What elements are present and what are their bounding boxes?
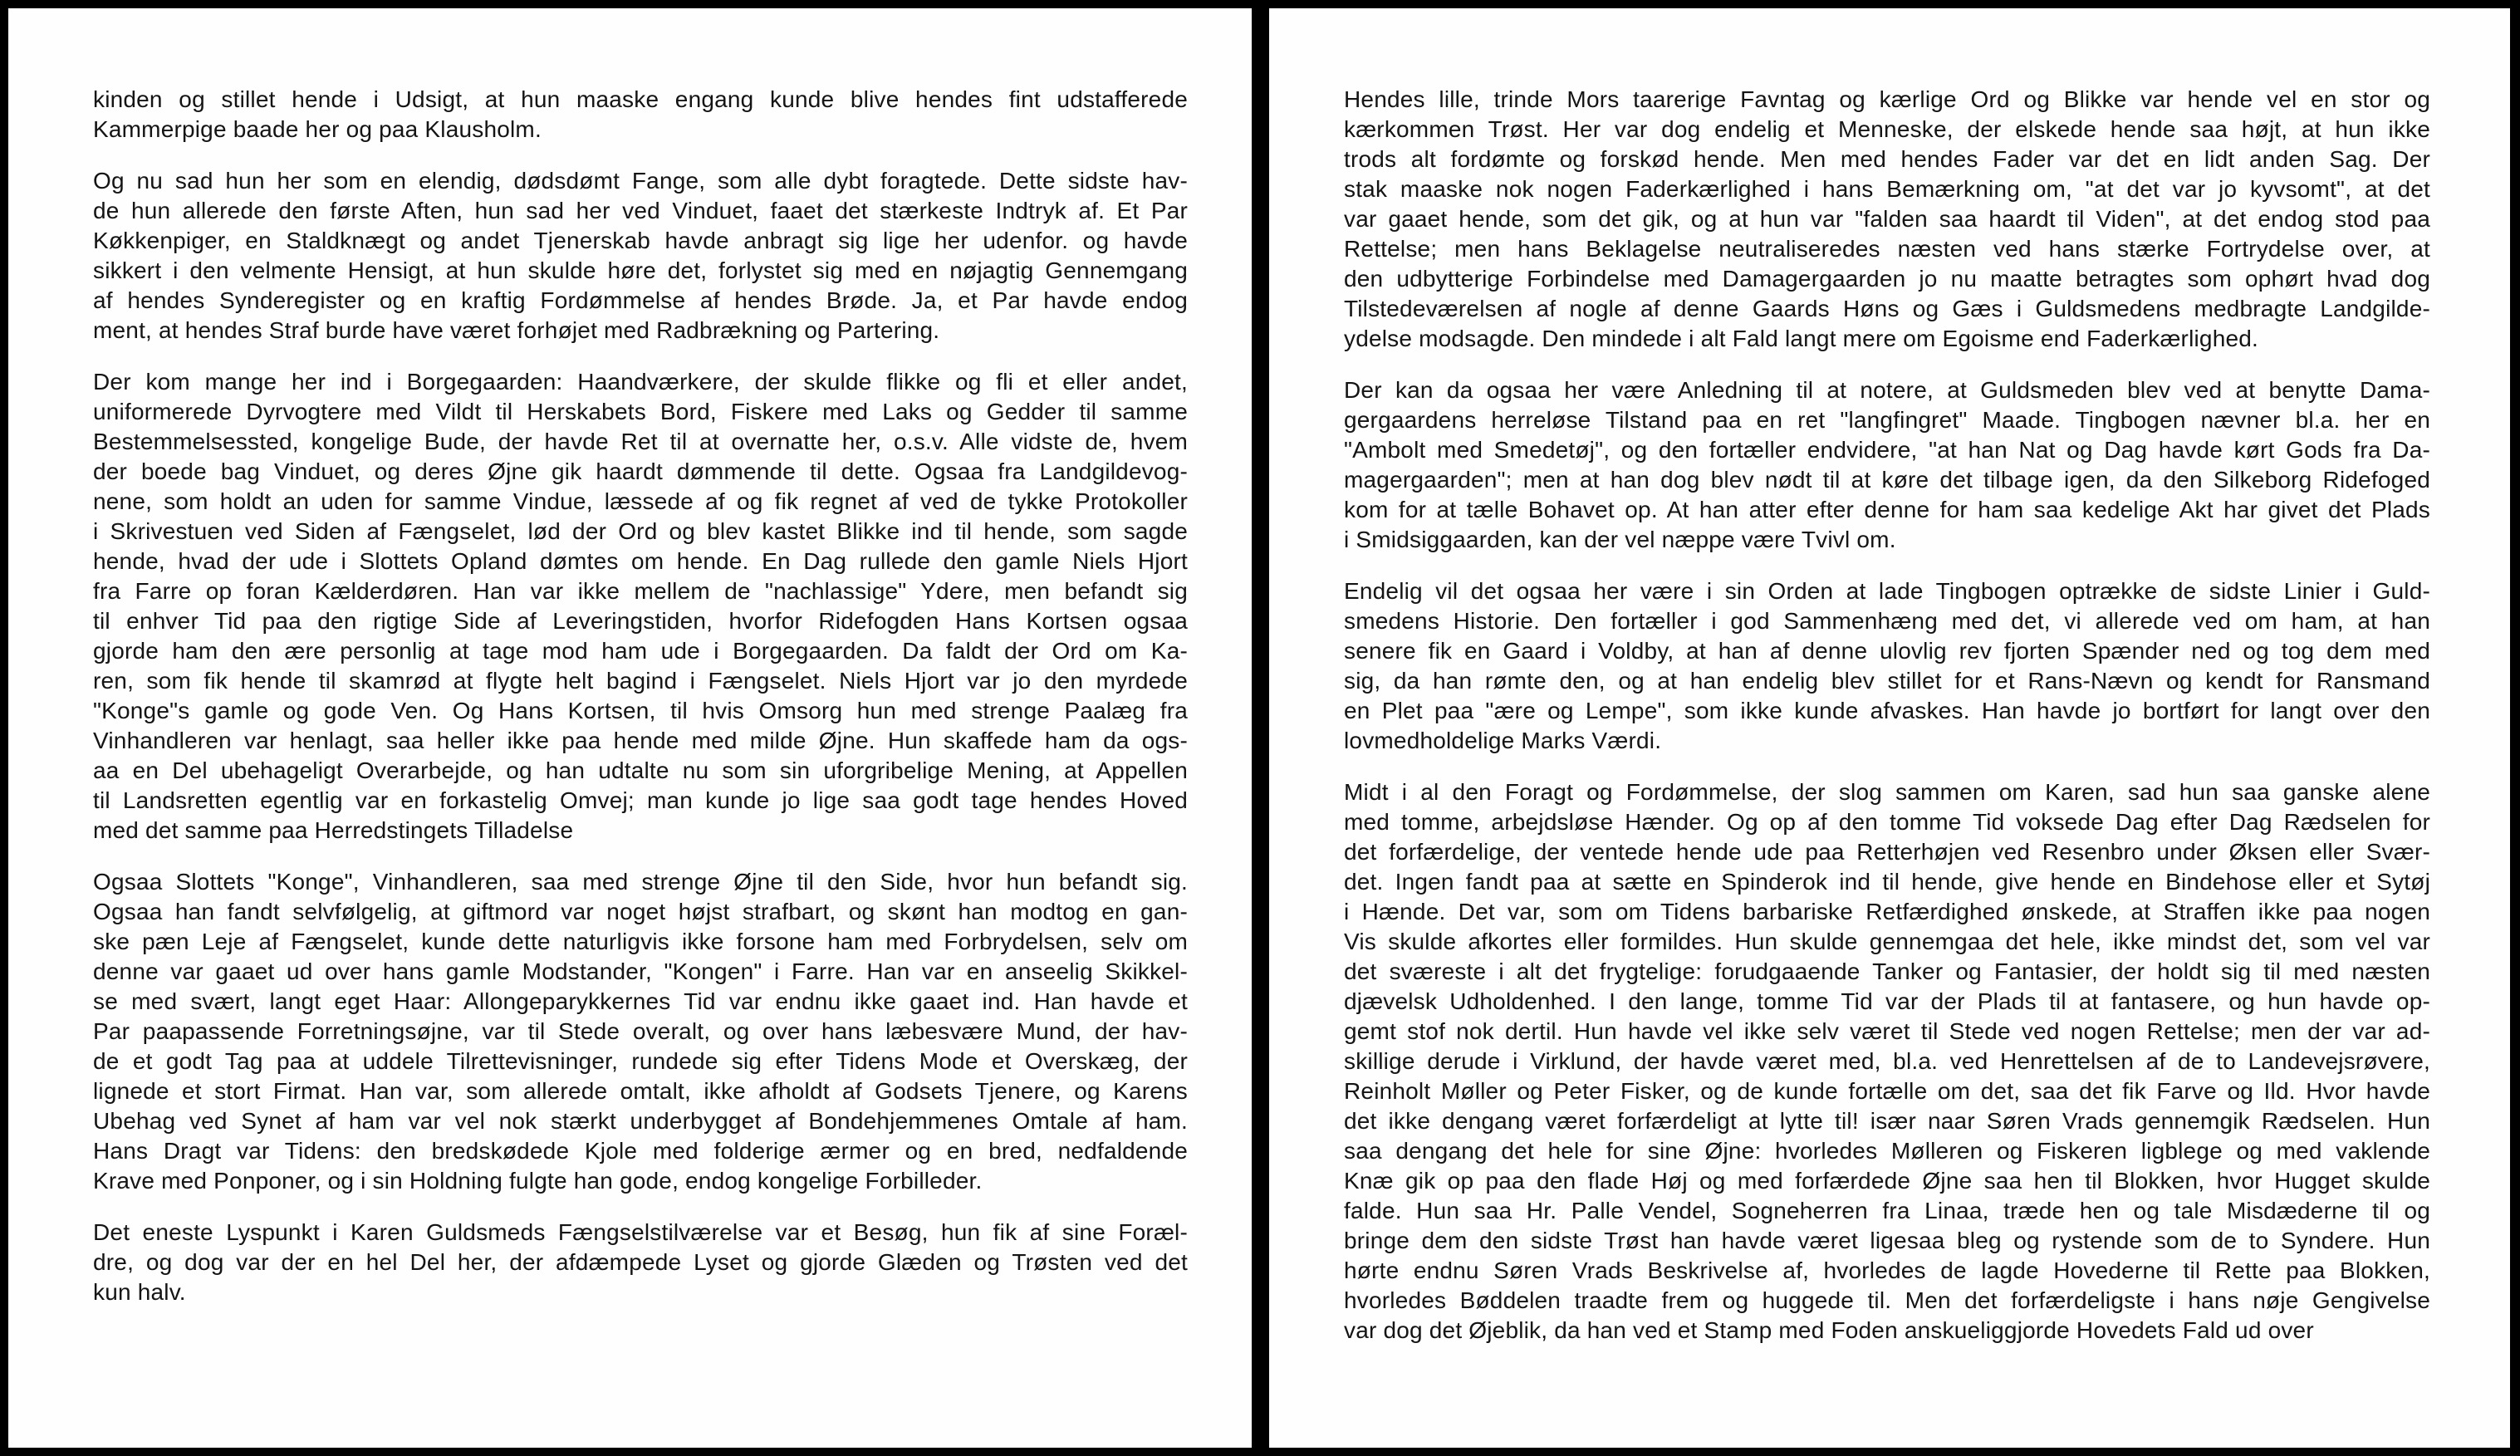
text-line: det ikke dengang været forfærdeligt at lytte til! især naar Søren Vrads gennemgik Rædselen. Hun [1344, 1108, 2430, 1134]
text-line: i Skrivestuen ved Siden af Fængselet, lød der Ord og blev kastet Blikke ind til hende, som sagde [93, 518, 1188, 544]
text-line: Hendes lille, trinde Mors taarerige Favntag og kærlige Ord og Blikke var hende vel en stor og [1344, 86, 2430, 112]
text-line: hørte endnu Søren Vrads Beskrivelse af, hvorledes de lagde Hovederne til Rette paa Blokken, [1344, 1257, 2430, 1283]
text-line: kærkommen Trøst. Her var dog endelig et Menneske, der elskede hende saa højt, at hun ikke [1344, 116, 2430, 142]
text-line: senere fik en Gaard i Voldby, at han af denne ulovlig rev fjorten Spænder ned og tog dem med [1344, 638, 2430, 664]
paragraph [1344, 85, 2430, 354]
text-line: nene, som holdt an uden for samme Vindue, læssede af og fik regnet af ved de tykke Protokoller [93, 488, 1188, 514]
text-line: kom for at tælle Bohavet op. At han atter efter denne for ham saa kedelige Akt har givet det Plads [1344, 497, 2430, 522]
text-line: Tilstedeværelsen af nogle af denne Gaards Høns og Gæs i Guldsmedens medbragte Landgilde- [1344, 296, 2430, 321]
text-line: Knæ gik op paa den flade Høj og med forfærdede Øjne saa hen til Blokken, hvor Hugget skulde [1344, 1168, 2430, 1194]
text-line: "Konge"s gamle og gode Ven. Og Hans Kortsen, til hvis Omsorg hun med strenge Paalæg fra [93, 698, 1188, 723]
text-line: falde. Hun saa Hr. Palle Vendel, Sogneherren fra Linaa, træde hen og tale Misdæderne til og [1344, 1198, 2430, 1223]
text-line: Vis skulde afkortes eller formildes. Hun skulde gennemgaa det hele, ikke mindst det, som vel var [1344, 929, 2430, 954]
text-line: lignede et stort Firmat. Han var, som allerede omtalt, ikke afholdt af Godsets Tjenere, og Karens [93, 1078, 1188, 1104]
text-line: Bestemmelsessted, kongelige Bude, der havde Ret til at overnatte her, o.s.v. Alle vidste de, hvem [93, 429, 1188, 454]
text-line: Vinhandleren var henlagt, saa heller ikke paa hende med milde Øjne. Hun skaffede ham da ogs- [93, 728, 1188, 753]
text-line: de hun allerede den første Aften, hun sad her ved Vinduet, faaet det stærkeste Indtryk af. Et Par [93, 198, 1188, 223]
text-line: sig, da han rømte den, og at han endelig blev stillet for et Rans-Nævn og kendt for Ransmand [1344, 668, 2430, 694]
text-line: Par paapassende Forretningsøjne, var til Stede overalt, og over hans læbesvære Mund, der hav- [93, 1018, 1188, 1044]
text-line: Ogsaa han fandt selvfølgelig, at giftmord var noget højst strafbart, og skønt han modtog en gan- [93, 899, 1188, 924]
text-line: til Landsretten egentlig var en forkastelig Omvej; man kunde jo lige saa godt tage hendes Hoved [93, 787, 1188, 813]
text-line: kinden og stillet hende i Udsigt, at hun maaske engang kunde blive hendes fint udstafferede [93, 86, 1188, 112]
text-line: en Plet paa "ære og Lempe", som ikke kunde afvaskes. Han havde jo bortført for langt over den [1344, 698, 2430, 723]
text-line: Ubehag ved Synet af ham var vel nok stærkt underbygget af Bondehjemmenes Omtale af ham. [93, 1108, 1188, 1134]
page-right [1269, 8, 2510, 1448]
text-line: til enhver Tid paa den rigtige Side af Leveringstiden, hvorfor Ridefogden Hans Kortsen ogsaa [93, 608, 1188, 634]
text-line: med det samme paa Herredstingets Tilladelse [93, 817, 574, 843]
text-line: aa en Del ubehageligt Overarbejde, og han udtalte nu som sin uforgribelige Mening, at Appellen [93, 757, 1188, 783]
text-line: gjorde ham den ære personlig at tage mod ham ude i Borgegaarden. Da faldt der Ord om Ka- [93, 638, 1188, 664]
text-line: hende, hvad der ude i Slottets Opland dømtes om hende. En Dag rullede den gamle Niels Hjort [93, 548, 1188, 574]
text-line: skillige derude i Virklund, der havde været med, bl.a. ved Henrettelsen af de to Landevejsrøvere, [1344, 1048, 2430, 1074]
text-line: var gaaet hende, som det gik, og at hun var "falden saa haardt til Viden", at det endog stod paa [1344, 206, 2430, 232]
text-line: Endelig vil det ogsaa her være i sin Orden at lade Tingbogen optrække de sidste Linier i Guld- [1344, 578, 2430, 604]
text-line: det. Ingen fandt paa at sætte en Spinderok ind til hende, give hende en Bindehose eller et Sytøj [1344, 869, 2430, 895]
text-line: djævelsk Udholdenhed. I den lange, tomme Tid var der Plads til at fantasere, og hun havde op- [1344, 988, 2430, 1014]
text-line: fra Farre op foran Kælderdøren. Han var ikke mellem de "nachlassige" Ydere, men befandt sig [93, 578, 1188, 604]
text-line: Ogsaa Slottets "Konge", Vinhandleren, saa med strenge Øjne til den Side, hvor hun befandt sig. [93, 869, 1188, 895]
text-line: stak maaske nok nogen Faderkærlighed i hans Bemærkning om, "at det var jo kyvsomt", at det [1344, 176, 2430, 202]
text-line: trods alt fordømte og forskød hende. Men med hendes Fader var det en lidt anden Sag. Der [1344, 146, 2430, 172]
text-line: gergaardens herreløse Tilstand paa en ret "langfingret" Maade. Tingbogen nævner bl.a. her en [1344, 407, 2430, 433]
text-line: det forfærdelige, der ventede hende ude paa Retterhøjen ved Resenbro under Øksen eller Svær- [1344, 839, 2430, 865]
text-line: gemt stof nok dertil. Hun havde vel ikke selv været til Stede ved nogen Rettelse; men der var ad- [1344, 1018, 2430, 1044]
text-line: Midt i al den Foragt og Fordømmelse, der slog sammen om Karen, sad hun saa ganske alene [1344, 779, 2430, 805]
text-line: var dog det Øjeblik, da han ved et Stamp med Foden anskueliggjorde Hovedets Fald ud over [1344, 1317, 2314, 1343]
text-line: "Ambolt med Smedetøj", og den fortæller endvidere, "at han Nat og Dag havde kørt Gods fra Da- [1344, 437, 2430, 463]
text-line: Der kom mange her ind i Borgegaarden: Haandværkere, der skulde flikke og fli et eller andet, [93, 369, 1188, 395]
text-line: sikkert i den velmente Hensigt, at hun skulde høre det, forlystet sig med en nøjagtig Gennemgang [93, 257, 1188, 283]
text-line: den udbytterige Forbindelse med Damagergaarden jo nu maatte betragtes som ophørt hvad dog [1344, 266, 2430, 292]
page-left-text [93, 85, 1188, 1307]
text-line: i Hænde. Det var, som om Tidens barbariske Retfærdighed ønskede, at Straffen ikke paa nogen [1344, 899, 2430, 924]
paragraph [1344, 375, 2430, 555]
paragraph [93, 1218, 1188, 1307]
text-line: saa dengang det hele for sine Øjne: hvorledes Mølleren og Fiskeren ligblege og med vaklende [1344, 1138, 2430, 1164]
text-line: det sværeste i alt det frygtelige: forudgaaende Tanker og Fantasier, der holdt sig til med næsten [1344, 958, 2430, 984]
text-line: af hendes Synderegister og en kraftig Fordømmelse af hendes Brøde. Ja, et Par havde endog [93, 287, 1188, 313]
paragraph [93, 85, 1188, 145]
text-line: dre, og dog var der en hel Del her, der afdæmpede Lyset og gjorde Glæden og Trøsten ved det [93, 1249, 1188, 1275]
paragraph [93, 867, 1188, 1196]
text-line: Det eneste Lyspunkt i Karen Guldsmeds Fængselstilværelse var et Besøg, hun fik af sine Foræl- [93, 1219, 1188, 1245]
text-line: ydelse modsagde. Den mindede i alt Fald langt mere om Egoisme end Faderkærlighed. [1344, 326, 2258, 351]
text-line: Og nu sad hun her som en elendig, dødsdømt Fange, som alle dybt foragtede. Dette sidste hav- [93, 168, 1188, 194]
text-line: hvorledes Bøddelen traadte frem og huggede til. Men det forfærdeligste i hans nøje Gengivelse [1344, 1287, 2430, 1313]
paragraph [1344, 576, 2430, 756]
page-left [8, 8, 1252, 1448]
text-line: ment, at hendes Straf burde have været forhøjet med Radbrækning og Partering. [93, 317, 940, 343]
text-line: der boede bag Vinduet, og deres Øjne gik haardt dømmende til dette. Ogsaa fra Landgildevog- [93, 458, 1188, 484]
text-line: Køkkenpiger, en Staldknægt og andet Tjenerskab havde anbragt sig lige her udenfor. og havde [93, 228, 1188, 253]
paragraph [1344, 777, 2430, 1346]
text-line: Rettelse; men hans Beklagelse neutraliseredes næsten ved hans stærke Fortrydelse over, at [1344, 236, 2430, 262]
text-line: i Smidsiggaarden, kan der vel næppe være Tvivl om. [1344, 527, 1896, 552]
text-line: Reinholt Møller og Peter Fisker, og de kunde fortælle om det, saa det fik Farve og Ild. Hvor havde [1344, 1078, 2430, 1104]
text-line: kun halv. [93, 1279, 186, 1305]
text-line: ske pæn Leje af Fængselet, kunde dette naturligvis ikke forsone ham med Forbrydelsen, selv om [93, 929, 1188, 954]
text-line: Hans Dragt var Tidens: den bredskødede Kjole med folderige ærmer og en bred, nedfaldende [93, 1138, 1188, 1164]
text-line: denne var gaaet ud over hans gamle Modstander, "Kongen" i Farre. Han var en anseelig Skikkel- [93, 958, 1188, 984]
page-right-text [1344, 85, 2430, 1346]
text-line: bringe dem den sidste Trøst han havde været ligesaa bleg og rystende som de to Syndere. Hun [1344, 1228, 2430, 1253]
text-line: smedens Historie. Den fortæller i god Sammenhæng med det, vi allerede ved om ham, at han [1344, 608, 2430, 634]
text-line: magergaarden"; men at han dog blev nødt til at køre det tilbage igen, da den Silkeborg Ridefoged [1344, 467, 2430, 493]
text-line: Der kan da ogsaa her være Anledning til at notere, at Guldsmeden blev ved at benytte Dama- [1344, 377, 2430, 403]
text-line: med tomme, arbejdsløse Hænder. Og op af den tomme Tid voksede Dag efter Dag Rædselen for [1344, 809, 2430, 835]
text-line: se med svært, langt eget Haar: Allongeparykkernes Tid var endnu ikke gaaet ind. Han havde et [93, 988, 1188, 1014]
text-line: Kammerpige baade her og paa Klausholm. [93, 116, 542, 142]
text-line: uniformerede Dyrvogtere med Vildt til Herskabets Bord, Fiskere med Laks og Gedder til samme [93, 399, 1188, 424]
text-line: lovmedholdelige Marks Værdi. [1344, 728, 1662, 753]
text-line: Krave med Ponponer, og i sin Holdning fulgte han gode, endog kongelige Forbilleder. [93, 1168, 983, 1194]
text-line: de et godt Tag paa at uddele Tilrettevisninger, rundede sig efter Tidens Mode et Overskæg, der [93, 1048, 1188, 1074]
paragraph [93, 367, 1188, 846]
text-line: ren, som fik hende til skamrød at flygte helt bagind i Fængselet. Niels Hjort var jo den myrdede [93, 668, 1188, 694]
paragraph [93, 166, 1188, 346]
